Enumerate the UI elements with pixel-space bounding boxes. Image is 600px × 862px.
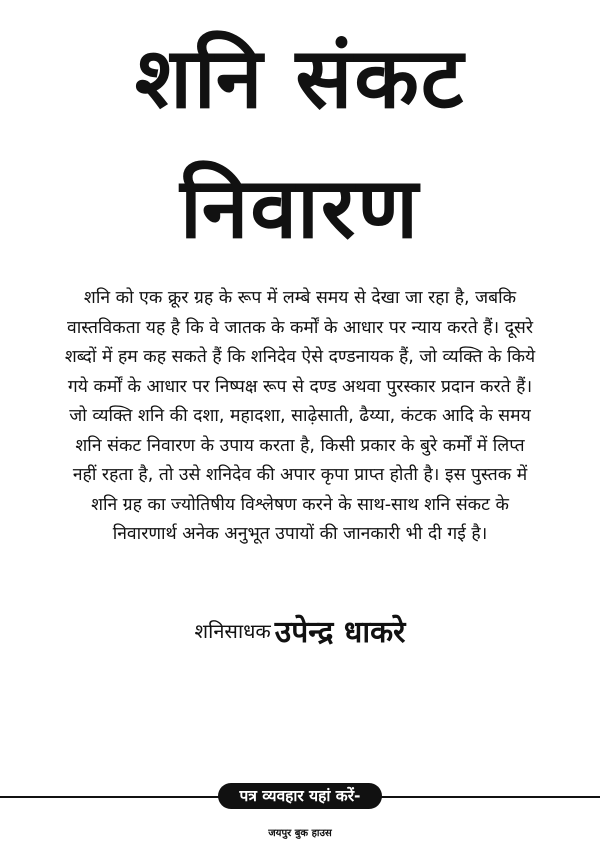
description-line: शनि को एक क्रूर ग्रह के रूप में लम्बे समय से देखा जा रहा है, जबकि xyxy=(83,288,517,308)
description-line: शनि संकट निवारण के उपाय करता है, किसी प्रकार के बुरे कर्मों में लिप्त xyxy=(75,435,525,456)
description-line: गये कर्मों के आधार पर निष्पक्ष रूप से दण्ड अथवा पुरस्कार प्रदान करते हैं। xyxy=(67,376,533,397)
description-line: जो व्यक्ति शनि की दशा, महादशा, साढ़ेसाती, ढैय्या, कंटक आदि के समय xyxy=(69,406,531,426)
author-credit xyxy=(0,610,600,651)
description-line: निवारणार्थ अनेक अनुभूत उपायों की जानकारी भी दी गई है। xyxy=(112,524,488,544)
description-line: शनि ग्रह का ज्योतिषीय विश्लेषण करने के साथ-साथ शनि संकट के xyxy=(91,494,509,515)
author-prefix: शनिसाधक xyxy=(194,619,271,643)
contact-badge-wrapper xyxy=(0,783,600,809)
book-description xyxy=(6,284,594,550)
description-line: शब्दों में हम कह सकते हैं कि शनिदेव ऐसे दण्डनायक हैं, जो व्यक्ति के किये xyxy=(64,347,536,367)
description-line: नहीं रहता है, तो उसे शनिदेव की अपार कृपा प्राप्त होती है। इस पुस्तक में xyxy=(72,465,528,485)
author-name: उपेन्द्र धाकरे xyxy=(274,615,406,650)
publisher-name: जयपुर बुक हाउस xyxy=(268,828,332,839)
contact-badge: पत्र व्यवहार यहां करें- xyxy=(218,783,383,809)
description-line: वास्तविकता यह है कि वे जातक के कर्मों के आधार पर न्याय करते हैं। दूसरे xyxy=(66,317,534,338)
title-line-2: निवारण xyxy=(180,159,420,257)
title-line-1: शनि संकट xyxy=(134,29,466,127)
